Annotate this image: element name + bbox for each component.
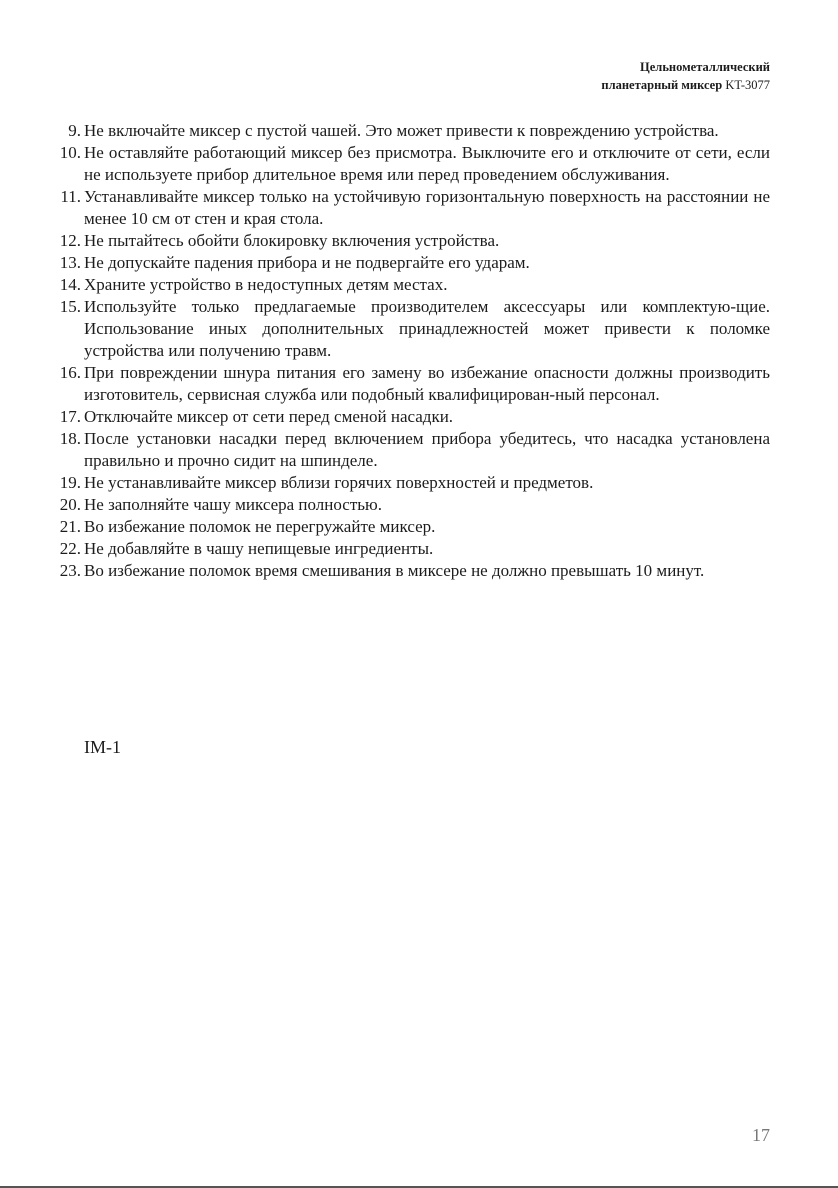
item-number: 15. [59,297,81,316]
item-number: 22. [59,539,81,558]
item-number: 20. [59,495,81,514]
item-number: 21. [59,517,81,536]
document-code: IM-1 [84,737,121,757]
item-text: Во избежание поломок время смешивания в миксере не должно превышать 10 минут. [84,561,705,580]
item-number: 11. [60,187,81,206]
item-number: 10. [59,143,81,162]
item-number: 9. [68,121,81,140]
item-text: Не допускайте падения прибора и не подвергайте его ударам. [84,253,530,272]
item-text: Во избежание поломок не перегружайте миксер. [84,517,436,536]
item-text: Используйте только предлагаемые производителем аксессуары или комплектую-щие. Использование иных дополнительных принадлежностей может привести к поломке устройства или получению травм. [84,297,770,360]
list-item [50,472,770,494]
item-number: 16. [59,363,81,382]
item-number: 18. [59,429,81,448]
list-item [50,362,770,406]
item-number: 13. [59,253,81,272]
item-text: Не заполняйте чашу миксера полностью. [84,495,382,514]
list-item [50,406,770,428]
list-item [50,296,770,362]
list-item [50,274,770,296]
item-text: Не пытайтесь обойти блокировку включения устройства. [84,231,500,250]
item-number: 12. [59,231,81,250]
page-number: 17 [752,1125,770,1145]
item-text: При повреждении шнура питания его замену во избежание опасности должны производить изготовитель, сервисная служба или подобный квалифицирован-ный персонал. [84,363,770,404]
item-text: Отключайте миксер от сети перед сменой насадки. [84,407,454,426]
safety-instructions-list [50,120,770,582]
item-text: Устанавливайте миксер только на устойчивую горизонтальную поверхность на расстоянии не менее 10 см от стен и края стола. [84,187,770,228]
item-text: Не устанавливайте миксер вблизи горячих поверхностей и предметов. [84,473,594,492]
list-item [50,494,770,516]
header-title: Цельнометаллический [640,60,770,74]
list-item [50,142,770,186]
page-header [601,58,770,94]
list-item [50,186,770,230]
item-text: После установки насадки перед включением прибора убедитесь, что насадка установлена правильно и прочно сидит на шпинделе. [84,429,770,470]
list-item [50,120,770,142]
item-text: Храните устройство в недоступных детям местах. [84,275,448,294]
item-text: Не оставляйте работающий миксер без присмотра. Выключите его и отключите от сети, если не используете прибор длительное время или перед проведением обслуживания. [84,143,770,184]
header-product: планетарный миксер [601,78,723,92]
list-item [50,252,770,274]
list-item [50,538,770,560]
item-number: 17. [59,407,81,426]
list-item [50,428,770,472]
item-number: 19. [59,473,81,492]
item-number: 23. [59,561,81,580]
list-item [50,516,770,538]
item-number: 14. [59,275,81,294]
list-item [50,560,770,582]
list-item [50,230,770,252]
header-model: KT-3077 [725,78,770,92]
item-text: Не добавляйте в чашу непищевые ингредиенты. [84,539,434,558]
item-text: Не включайте миксер с пустой чашей. Это может привести к повреждению устройства. [84,121,719,140]
header-subtitle [601,76,770,94]
